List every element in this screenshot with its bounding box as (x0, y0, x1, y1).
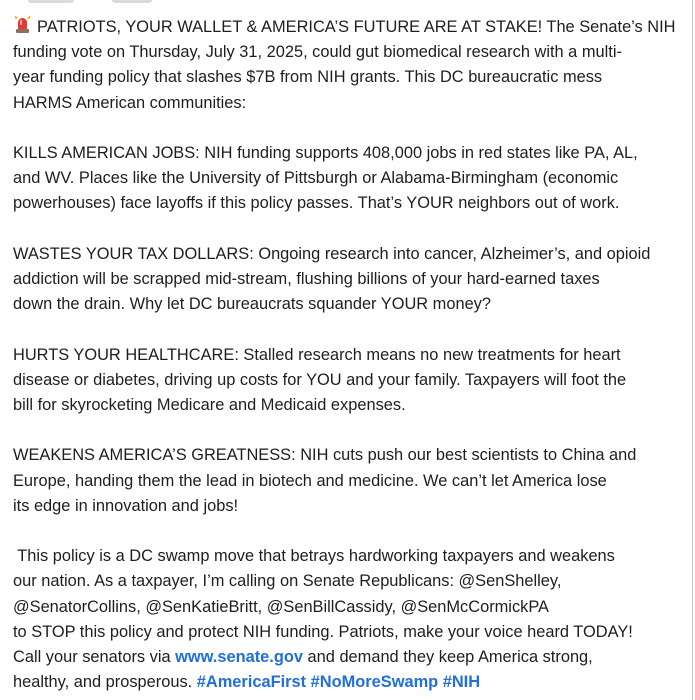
closing-paragraph (13, 544, 681, 695)
closing-line-6 (13, 670, 681, 695)
jobs-line-2: and WV. Places like the University of Pittsburgh or Alabama-Birmingham (economic (13, 169, 619, 188)
taxes-line-1: WASTES YOUR TAX DOLLARS: Ongoing research into cancer, Alzheimer’s, and opioid (13, 244, 651, 263)
greatness-line-3: its edge in innovation and jobs! (13, 496, 239, 515)
post-body (13, 15, 681, 695)
call-prefix: Call your senators via (13, 648, 176, 666)
greatness-line-1: WEAKENS AMERICA’S GREATNESS: NIH cuts push our best scientists to China and (13, 446, 637, 465)
intro-line-3: year funding policy that slashes $7B from NIH grants. This DC bureaucratic mess (13, 68, 603, 87)
final-text: healthy, and prosperous. (13, 673, 197, 692)
jobs-paragraph (13, 141, 681, 217)
healthcare-paragraph (13, 343, 681, 419)
taxes-line-2: addiction will be scrapped mid-stream, flushing billions of your hard-earned taxes (13, 270, 600, 288)
call-suffix: and demand they keep America strong, (302, 648, 593, 666)
police-car-light-icon (15, 16, 29, 35)
healthcare-line-2: disease or diabetes, driving up costs for YOU and your family. Taxpayers will foot the (13, 370, 627, 389)
previous-post-edge (20, 0, 170, 4)
senate-link[interactable]: www.senate.gov (175, 648, 303, 666)
greatness-paragraph (13, 443, 681, 519)
hashtag-nih[interactable]: #NIH (442, 673, 481, 692)
closing-line-3: @SenatorCollins, @SenKatieBritt, @SenBillCassidy, @SenMcCormickPA (13, 597, 549, 616)
closing-line-4: to STOP this policy and protect NIH funding. Patriots, make your voice heard TODAY! (13, 622, 633, 641)
divider (28, 0, 74, 3)
jobs-line-3: powerhouses) face layoffs if this policy passes. That’s YOUR neighbors out of work. (13, 194, 620, 213)
divider (112, 0, 152, 3)
text-line (13, 15, 681, 40)
healthcare-line-1: HURTS YOUR HEALTHCARE: Stalled research means no new treatments for heart (13, 345, 621, 364)
hashtag-america-first[interactable]: #AmericaFirst (196, 673, 307, 692)
closing-line-5 (13, 645, 681, 670)
healthcare-line-3: bill for skyrocketing Medicare and Medicaid expenses. (13, 396, 406, 414)
post-intro-paragraph (13, 15, 681, 116)
greatness-line-2: Europe, handing them the lead in biotech and medicine. We can’t let America lose (13, 471, 607, 490)
closing-line-1: This policy is a DC swamp move that betrays hardworking taxpayers and weakens (13, 547, 615, 566)
intro-line-4: HARMS American communities: (13, 93, 247, 112)
taxes-paragraph (13, 242, 681, 318)
closing-line-2: our nation. As a taxpayer, I’m calling on Senate Republicans: @SenShelley, (13, 572, 562, 591)
taxes-line-3: down the drain. Why let DC bureaucrats squander YOUR money? (13, 295, 491, 314)
jobs-line-1: KILLS AMERICAN JOBS: NIH funding supports 408,000 jobs in red states like PA, AL, (13, 144, 638, 162)
hashtag-no-more-swamp[interactable]: #NoMoreSwamp (310, 673, 439, 692)
intro-line-1: PATRIOTS, YOUR WALLET & AMERICA’S FUTURE ARE AT STAKE! The Senate’s NIH (37, 18, 676, 36)
intro-line-2: funding vote on Thursday, July 31, 2025, could gut biomedical research with a multi- (13, 43, 622, 62)
